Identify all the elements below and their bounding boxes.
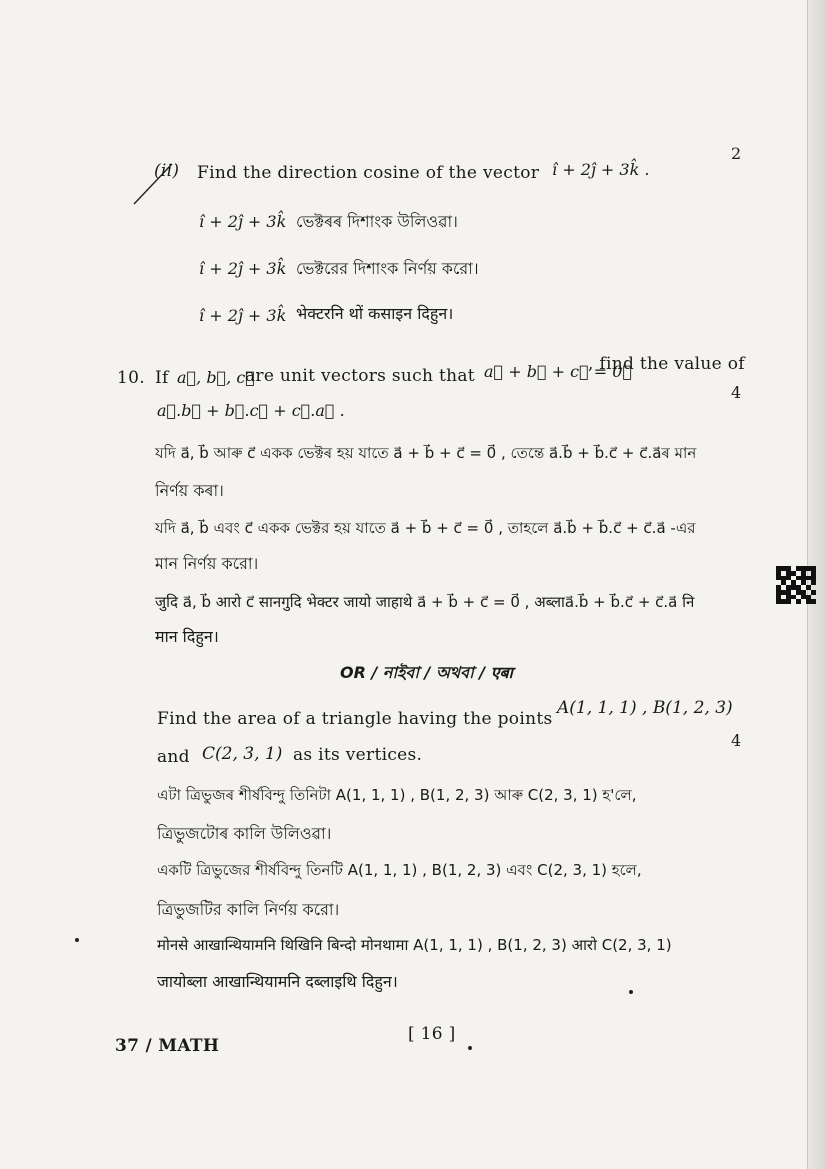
- q10-assamese-1: যদি a⃗, b⃗ আৰু c⃗ একক ভেক্টৰ হয় যাতে a⃗ + b⃗ + c⃗ = 0⃗ , তেন্তে a⃗.b⃗ + b⃗.c⃗ + c⃗.a⃗ৰ মান: [155, 444, 697, 462]
- stray-dot: [75, 938, 79, 942]
- q10-marks: 4: [731, 383, 742, 402]
- alt-assamese-2: ত্ৰিভুজটোৰ কালি উলিওৱা।: [157, 824, 332, 843]
- q10-bodo-1: जुदि a⃗, b⃗ आरो c⃗ सानगुदि भेक्टर जायो जाहाथे a⃗ + b⃗ + c⃗ = 0⃗ , अब्लाa⃗.b⃗ + b⃗.c⃗ + c⃗.a⃗ नि: [155, 593, 695, 611]
- q9ii-label: (ii): [154, 161, 180, 181]
- alt-english-and: and: [157, 747, 190, 767]
- q10-english-a: are unit vectors such that: [245, 366, 475, 386]
- stray-dot: [468, 1046, 472, 1050]
- q10-bodo-2: मान दिहुन।: [155, 627, 219, 646]
- alt-assamese-1: এটা ত্ৰিভুজৰ শীৰ্ষবিন্দু তিনিটা A(1, 1, 1) , B(1, 2, 3) আৰু C(2, 3, 1) হ'লে,: [157, 786, 637, 804]
- q10-bengali-1: যদি a⃗, b⃗ এবং c⃗ একক ভেক্টর হয় যাতে a⃗ + b⃗ + c⃗ = 0⃗ , তাহলে a⃗.b⃗ + b⃗.c⃗ + c⃗.a⃗ -এর: [155, 519, 696, 537]
- q10-bengali-2: মান নির্ণয় করো।: [155, 554, 259, 573]
- q10-expression: a⃗.b⃗ + b⃗.c⃗ + c⃗.a⃗ .: [157, 401, 345, 420]
- q10-english-b: , find the value of: [588, 354, 745, 374]
- alt-bengali-1: একটি ত্রিভুজের শীর্ষবিন্দু তিনটি A(1, 1, 1) , B(1, 2, 3) এবং C(2, 3, 1) হলে,: [157, 861, 642, 879]
- qr-code: [776, 566, 816, 604]
- footer-page-number: [ 16 ]: [408, 1024, 456, 1044]
- alt-points-ab: A(1, 1, 1) , B(1, 2, 3): [557, 698, 733, 718]
- alt-marks: 4: [731, 731, 742, 750]
- q10-number: 10.: [117, 368, 145, 388]
- q9ii-bengali: ভেক্টরের দিশাংক নির্ণয় করো।: [296, 259, 479, 278]
- q10-assamese-2: নিৰ্ণয় কৰা।: [155, 481, 224, 500]
- page-marks-top: 2: [731, 144, 742, 163]
- alt-bodo-1: मोनसे आखान्थियामनि थिखिनि बिन्दो मोनथामा A(1, 1, 1) , B(1, 2, 3) आरो C(2, 3, 1): [157, 936, 672, 954]
- q9ii-vector: î + 2ĵ + 3k̂ .: [552, 160, 650, 179]
- alt-english-1: Find the area of a triangle having the points: [157, 709, 553, 729]
- alt-bengali-2: ত্রিভুজটির কালি নির্ণয় করো।: [157, 900, 340, 919]
- q10-vectors: a⃗, b⃗, c⃗: [177, 368, 255, 387]
- q10-if: If: [155, 368, 169, 388]
- q10-condition: a⃗ + b⃗ + c⃗ = 0⃗: [484, 362, 633, 381]
- alt-english-2: as its vertices.: [293, 745, 423, 765]
- q9ii-assamese-vector: î + 2ĵ + 3k̂: [199, 212, 287, 231]
- q9ii-bengali-vector: î + 2ĵ + 3k̂: [199, 259, 287, 278]
- q9ii-bodo-vector: î + 2ĵ + 3k̂: [199, 306, 287, 325]
- alt-point-c: C(2, 3, 1): [202, 744, 283, 764]
- q9ii-assamese: ভেক্টৰৰ দিশাংক উলিওৱা।: [296, 212, 458, 231]
- q9ii-english: Find the direction cosine of the vector: [197, 163, 540, 183]
- stray-dot: [629, 990, 633, 994]
- q9ii-bodo: भेक्टरनि थों कसाइन दिहुन।: [296, 304, 454, 323]
- or-separator: OR / নাইবা / অথবা / एबा: [340, 663, 513, 682]
- alt-bodo-2: जायोब्ला आखान्थियामनि दब्लाइथि दिहुन।: [157, 972, 398, 991]
- footer-subject: 37 / MATH: [115, 1036, 220, 1056]
